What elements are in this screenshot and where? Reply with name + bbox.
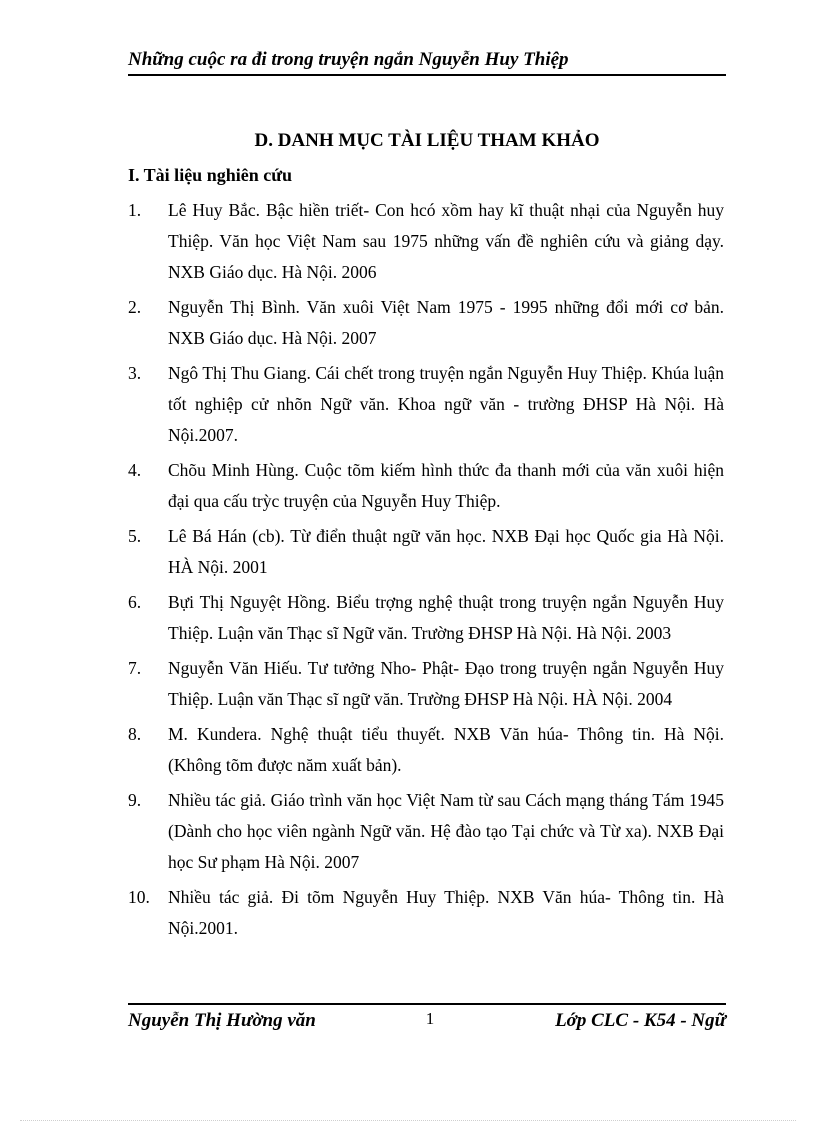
reference-text: Chõu Minh Hùng. Cuộc tõm kiếm hình thức đa thanh mới của văn xuôi hiện đại qua cấu trỳc truyện của Nguyễn Huy Thiệp.	[168, 460, 724, 511]
footer-divider	[128, 1003, 726, 1005]
section-heading: I. Tài liệu nghiên cứu	[128, 165, 293, 185]
reference-text: Bựi Thị Nguyệt Hồng. Biểu trợng nghệ thuật trong truyện ngắn Nguyễn Huy Thiệp. Luận văn Thạc sĩ Ngữ văn. Trường ĐHSP Hà Nội. Hà Nội. 2003	[168, 592, 724, 643]
reference-number: 2.	[128, 297, 142, 317]
reference-number: 9.	[128, 790, 142, 810]
reference-number: 6.	[128, 592, 142, 612]
reference-text: Nguyễn Thị Bình. Văn xuôi Việt Nam 1975 - 1995 những đổi mới cơ bản. NXB Giáo dục. Hà Nội. 2007	[168, 297, 724, 348]
page-title: D. DANH MỤC TÀI LIỆU THAM KHẢO	[254, 130, 600, 151]
reference-text: Ngô Thị Thu Giang. Cái chết trong truyện ngắn Nguyễn Huy Thiệp. Khúa luận tốt nghiệp cử nhõn Ngữ văn. Khoa ngữ văn - trường ĐHSP Hà Nội. Hà Nội.2007.	[168, 363, 724, 445]
reference-item	[128, 882, 724, 944]
footer-class: Lớp CLC - K54 - Ngữ	[555, 1010, 726, 1031]
reference-item	[128, 292, 724, 354]
reference-item	[128, 195, 724, 288]
reference-number: 1.	[128, 200, 142, 220]
page-number: 1	[425, 1009, 435, 1028]
reference-item	[128, 358, 724, 451]
reference-number: 5.	[128, 526, 142, 546]
page-edge-divider	[20, 1120, 796, 1121]
reference-number: 10.	[128, 887, 150, 907]
running-header: Những cuộc ra đi trong truyện ngắn Nguyễn Huy Thiệp	[128, 46, 726, 76]
reference-text: Lê Huy Bắc. Bậc hiền triết- Con hcó xồm hay kĩ thuật nhại của Nguyễn huy Thiệp. Văn học Việt Nam sau 1975 những vấn đề nghiên cứu và giảng dạy. NXB Giáo dục. Hà Nội. 2006	[168, 200, 724, 282]
reference-item	[128, 521, 724, 583]
footer-author: Nguyễn Thị Hường văn	[128, 1010, 316, 1031]
reference-text: Nhiều tác giả. Giáo trình văn học Việt Nam từ sau Cách mạng tháng Tám 1945 (Dành cho học viên ngành Ngữ văn. Hệ đào tạo Tại chức và Từ xa). NXB Đại học Sư phạm Hà Nội. 2007	[168, 790, 724, 872]
reference-number: 8.	[128, 724, 142, 744]
reference-list	[128, 195, 724, 948]
reference-item	[128, 587, 724, 649]
reference-item	[128, 653, 724, 715]
reference-number: 7.	[128, 658, 142, 678]
reference-text: M. Kundera. Nghệ thuật tiểu thuyết. NXB Văn húa- Thông tin. Hà Nội. (Không tõm được năm xuất bản).	[168, 724, 724, 775]
reference-item	[128, 785, 724, 878]
reference-item	[128, 719, 724, 781]
reference-item	[128, 455, 724, 517]
reference-text: Nhiều tác giả. Đi tõm Nguyễn Huy Thiệp. NXB Văn húa- Thông tin. Hà Nội.2001.	[168, 887, 724, 938]
reference-text: Lê Bá Hán (cb). Từ điển thuật ngữ văn học. NXB Đại học Quốc gia Hà Nội. HÀ Nội. 2001	[168, 526, 724, 577]
reference-number: 4.	[128, 460, 142, 480]
reference-number: 3.	[128, 363, 142, 383]
reference-text: Nguyễn Văn Hiếu. Tư tưởng Nho- Phật- Đạo trong truyện ngắn Nguyễn Huy Thiệp. Luận văn Thạc sĩ ngữ văn. Trường ĐHSP Hà Nội. HÀ Nội. 2004	[168, 658, 724, 709]
